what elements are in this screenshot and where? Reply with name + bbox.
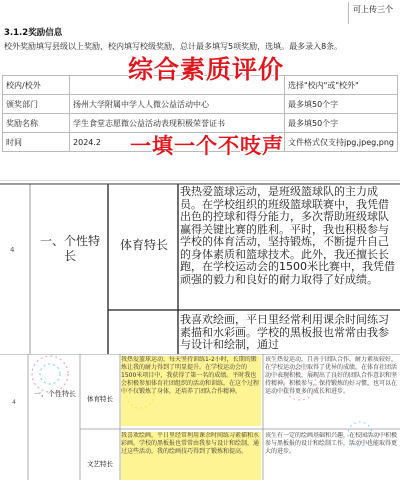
sports-self-description: 我热爱篮球运动，每天坚持训练1-2小时，长期的锻炼让我的耐力得到了明显提升。在学校运动会的1500米项目中，我获得了第一名的成绩。平时我也会积极参加体育社团组织的活动和训练，在这个过程中不仅锻炼了身体，还培养了团队合作精神。 <box>121 356 261 426</box>
subcategory-label: 文艺特长 <box>87 460 113 468</box>
sports-description: 我热爱篮球运动，是班级篮球队的主力成员。在学校组织的班级篮球联赛中，我凭借出色的控球和得分能力，多次帮助班级球队赢得关键比赛的胜利。平时，我也积极参与学校的体育活动，坚持锻炼，不断提升自己的身体素质和篮球技术。此外，我还擅长长跑，在学校运动会的1500米比赛中，我凭借顽强的毅力和良好的耐力取得了好成绩。 <box>180 186 395 286</box>
filled-table-panel <box>0 354 400 480</box>
upload-hint-cell: 可上传三个 <box>348 2 396 24</box>
overlay-title: 综合素质评价 <box>128 55 285 84</box>
department-field[interactable]: 扬州大学附属中学人人微公益活动中心 <box>70 95 285 114</box>
row-number: 4 <box>12 399 16 406</box>
instruction-note: 校外奖励填写县级以上奖励，校内填写校级奖励，总计最多填写5项奖励，选填。最多录入8条。 <box>4 42 343 51</box>
art-evaluation: 该生有一定的绘画基础和兴趣，在校园活动中积极参与黑板报的设计和绘制工作，活动中也能取得更大的进步。 <box>265 432 398 455</box>
field-label: 时间 <box>3 133 70 152</box>
category-label: 一、个性特长 <box>40 234 101 263</box>
form-panel <box>0 0 400 181</box>
section-heading: 3.1.2奖励信息 <box>4 28 63 38</box>
subcategory-label: 体育特长 <box>119 238 168 252</box>
zoomed-table-panel <box>0 183 400 354</box>
category-label: 一、个性特长 <box>34 390 76 398</box>
sports-evaluation: 该生热爱运动，且善于团队合作，耐力素质较好，在学校运动会中取得了优异的成绩。在体育社团活动中表现积极，展现出了良好的团队合作意识和坚持精神，积极参与，保持锻炼的好习惯，也可以在运动中获得更多的成长和进步。 <box>265 356 398 395</box>
field-label: 奖励名称 <box>3 114 70 133</box>
field-hint: 文件格式仅支持jpg,jpeg,png <box>285 133 398 152</box>
award-name-field[interactable]: 学生食堂志愿微公益活动表现积极荣誉证书 <box>70 114 285 133</box>
date-field[interactable]: 2024.2 <box>70 133 285 152</box>
subcategory-label: 体育特长 <box>87 395 113 403</box>
field-hint: 最多填50个字 <box>285 114 398 133</box>
field-hint: 最多填50个字 <box>285 95 398 114</box>
art-description: 我喜欢绘画，平日里经常利用课余时间练习素描和水彩画。学校的黑板报也常常由我参与设计和绘制，通过 <box>180 314 389 351</box>
table-row <box>3 95 398 114</box>
field-label: 颁奖部门 <box>3 95 70 114</box>
row-number: 4 <box>10 246 15 254</box>
field-label: 校内/校外 <box>3 76 70 95</box>
art-self-description: 我喜欢绘画，平日里经常利用课余时间练习素描和水彩画。学校的黑板报也常常由我参与设计和绘制，通过这些活动，我的绘画技巧得到了锻炼和提高。 <box>121 432 261 480</box>
overlay-subtitle: 一填一个不吱声 <box>130 134 284 158</box>
field-hint: 选择"校内"或"校外" <box>285 76 398 95</box>
